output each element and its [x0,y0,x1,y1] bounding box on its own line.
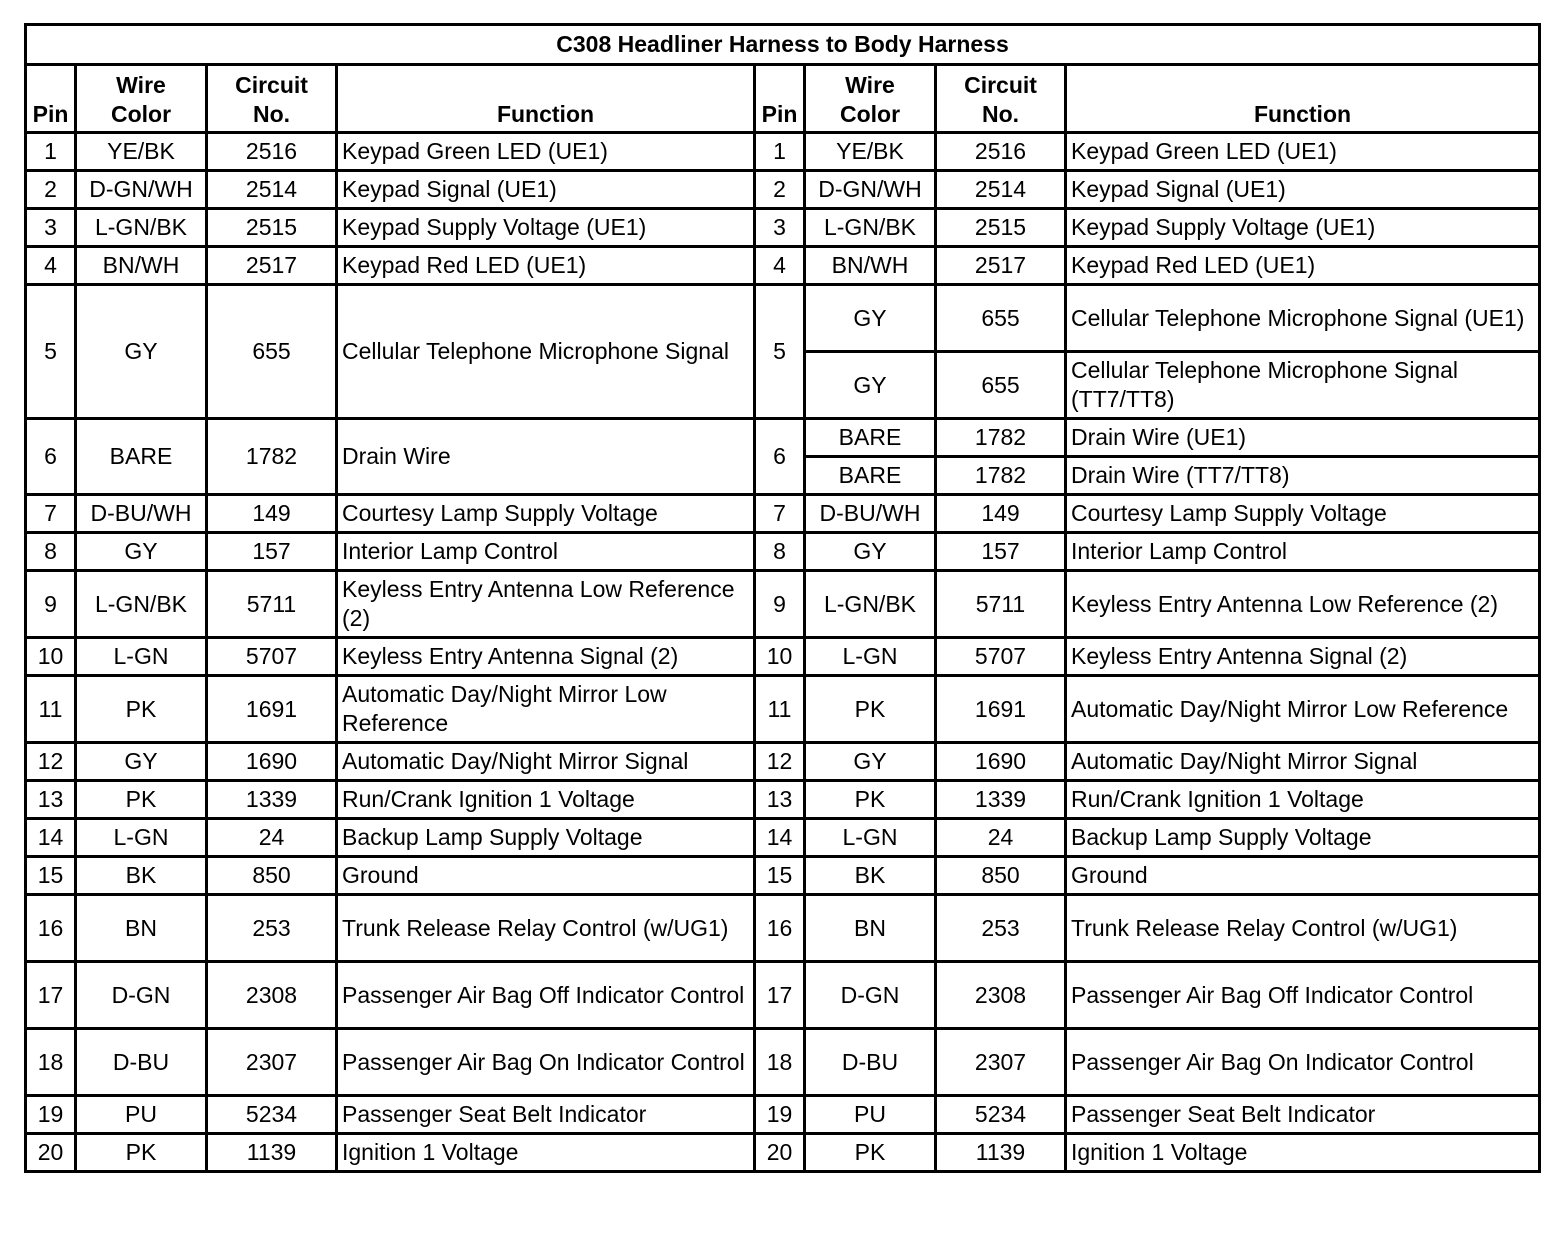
pin-cell: 20 [755,1134,805,1172]
wire-color-cell: YE/BK [76,133,207,171]
function-cell: Interior Lamp Control [337,533,755,571]
pin-cell: 19 [26,1096,76,1134]
circuit-cell: 2516 [936,133,1066,171]
function-cell: Ground [1066,857,1540,895]
circuit-cell: 1782 [936,457,1066,495]
function-cell: Run/Crank Ignition 1 Voltage [1066,781,1540,819]
wire-color-cell: L-GN [76,819,207,857]
pin-cell: 8 [26,533,76,571]
wire-color-cell: L-GN [805,638,936,676]
wire-color-cell: L-GN/BK [76,209,207,247]
function-cell: Cellular Telephone Microphone Signal [337,285,755,419]
pin-cell: 4 [755,247,805,285]
function-cell: Automatic Day/Night Mirror Low Reference [337,676,755,743]
function-cell: Cellular Telephone Microphone Signal (UE1) [1066,285,1540,352]
table-row [26,533,1540,571]
table-row [26,638,1540,676]
wire-color-cell: PK [805,676,936,743]
header-wire-color-right: Wire Color [805,65,936,133]
circuit-cell: 5711 [936,571,1066,638]
wire-color-cell: GY [805,743,936,781]
circuit-cell: 655 [207,285,337,419]
table-row [26,285,1540,352]
function-cell: Passenger Air Bag Off Indicator Control [1066,962,1540,1029]
circuit-cell: 1339 [936,781,1066,819]
wire-color-cell: BN [76,895,207,962]
circuit-cell: 2515 [207,209,337,247]
wire-color-cell: D-BU [805,1029,936,1096]
wire-color-cell: GY [76,743,207,781]
function-cell: Trunk Release Relay Control (w/UG1) [1066,895,1540,962]
circuit-cell: 655 [936,352,1066,419]
function-cell: Ignition 1 Voltage [337,1134,755,1172]
header-wire-color-left: Wire Color [76,65,207,133]
function-cell: Passenger Air Bag On Indicator Control [1066,1029,1540,1096]
pin-cell: 3 [26,209,76,247]
pin-cell: 9 [26,571,76,638]
pin-cell: 4 [26,247,76,285]
pin-cell: 14 [755,819,805,857]
pin-cell: 1 [755,133,805,171]
function-cell: Backup Lamp Supply Voltage [337,819,755,857]
circuit-cell: 157 [207,533,337,571]
table-row [26,419,1540,457]
wire-color-cell: BARE [805,457,936,495]
circuit-cell: 2308 [936,962,1066,1029]
table-row [26,247,1540,285]
wire-color-cell: L-GN/BK [805,571,936,638]
circuit-cell: 1782 [207,419,337,495]
function-cell: Keypad Signal (UE1) [337,171,755,209]
pin-cell: 3 [755,209,805,247]
function-cell: Cellular Telephone Microphone Signal (TT7/TT8) [1066,352,1540,419]
pin-cell: 15 [755,857,805,895]
pin-cell: 17 [755,962,805,1029]
circuit-cell: 2514 [936,171,1066,209]
pin-cell: 2 [26,171,76,209]
circuit-cell: 1690 [936,743,1066,781]
pin-cell: 15 [26,857,76,895]
table-row [26,895,1540,962]
wire-color-cell: GY [805,352,936,419]
circuit-cell: 1339 [207,781,337,819]
pin-cell: 17 [26,962,76,1029]
wire-color-cell: BARE [76,419,207,495]
circuit-cell: 1690 [207,743,337,781]
table-row [26,133,1540,171]
circuit-cell: 5711 [207,571,337,638]
table-row [26,1029,1540,1096]
header-function-right: Function [1066,65,1540,133]
table-row [26,571,1540,638]
pin-cell: 1 [26,133,76,171]
circuit-cell: 1139 [207,1134,337,1172]
table-row [26,743,1540,781]
pin-cell: 6 [755,419,805,495]
pin-cell: 13 [26,781,76,819]
wire-color-cell: GY [805,285,936,352]
function-cell: Keypad Signal (UE1) [1066,171,1540,209]
wire-color-cell: BN [805,895,936,962]
circuit-cell: 850 [207,857,337,895]
circuit-cell: 2517 [207,247,337,285]
function-cell: Ignition 1 Voltage [1066,1134,1540,1172]
function-cell: Passenger Air Bag On Indicator Control [337,1029,755,1096]
wire-color-cell: D-BU [76,1029,207,1096]
pin-cell: 7 [26,495,76,533]
function-cell: Interior Lamp Control [1066,533,1540,571]
wire-color-cell: PK [805,1134,936,1172]
circuit-cell: 149 [207,495,337,533]
header-pin-right: Pin [755,65,805,133]
circuit-cell: 24 [936,819,1066,857]
pin-cell: 16 [26,895,76,962]
function-cell: Trunk Release Relay Control (w/UG1) [337,895,755,962]
pin-cell: 19 [755,1096,805,1134]
wire-color-cell: BARE [805,419,936,457]
wire-color-cell: BN/WH [805,247,936,285]
wire-color-cell: BN/WH [76,247,207,285]
function-cell: Passenger Seat Belt Indicator [337,1096,755,1134]
wire-color-cell: GY [76,533,207,571]
function-cell: Keyless Entry Antenna Low Reference (2) [1066,571,1540,638]
circuit-cell: 253 [936,895,1066,962]
wire-color-cell: D-GN [76,962,207,1029]
header-circuit-no-right: Circuit No. [936,65,1066,133]
wire-color-cell: PU [76,1096,207,1134]
wire-color-cell: D-GN [805,962,936,1029]
table-row [26,495,1540,533]
table-row [26,857,1540,895]
function-cell: Courtesy Lamp Supply Voltage [1066,495,1540,533]
pin-cell: 13 [755,781,805,819]
wire-color-cell: YE/BK [805,133,936,171]
function-cell: Courtesy Lamp Supply Voltage [337,495,755,533]
circuit-cell: 24 [207,819,337,857]
function-cell: Keypad Red LED (UE1) [337,247,755,285]
function-cell: Keyless Entry Antenna Low Reference (2) [337,571,755,638]
function-cell: Keypad Red LED (UE1) [1066,247,1540,285]
function-cell: Automatic Day/Night Mirror Low Reference [1066,676,1540,743]
wire-color-cell: PK [76,781,207,819]
wire-color-cell: L-GN/BK [76,571,207,638]
pin-cell: 18 [26,1029,76,1096]
circuit-cell: 5707 [936,638,1066,676]
table-row [26,781,1540,819]
function-cell: Keyless Entry Antenna Signal (2) [337,638,755,676]
table-row [26,676,1540,743]
function-cell: Ground [337,857,755,895]
circuit-cell: 1691 [936,676,1066,743]
wire-color-cell: D-GN/WH [76,171,207,209]
table-row [26,171,1540,209]
wire-color-cell: L-GN [76,638,207,676]
function-cell: Run/Crank Ignition 1 Voltage [337,781,755,819]
table-row [26,1096,1540,1134]
circuit-cell: 2514 [207,171,337,209]
table-row [26,1134,1540,1172]
circuit-cell: 2515 [936,209,1066,247]
circuit-cell: 850 [936,857,1066,895]
wire-color-cell: D-BU/WH [76,495,207,533]
function-cell: Passenger Seat Belt Indicator [1066,1096,1540,1134]
function-cell: Automatic Day/Night Mirror Signal [337,743,755,781]
pin-cell: 20 [26,1134,76,1172]
pin-cell: 10 [26,638,76,676]
function-cell: Keypad Green LED (UE1) [1066,133,1540,171]
table-title: C308 Headliner Harness to Body Harness [26,25,1540,65]
circuit-cell: 1691 [207,676,337,743]
circuit-cell: 149 [936,495,1066,533]
pin-cell: 7 [755,495,805,533]
pin-cell: 2 [755,171,805,209]
wire-color-cell: BK [76,857,207,895]
function-cell: Backup Lamp Supply Voltage [1066,819,1540,857]
pin-cell: 6 [26,419,76,495]
function-cell: Drain Wire (UE1) [1066,419,1540,457]
pin-cell: 12 [755,743,805,781]
wire-color-cell: GY [76,285,207,419]
pin-cell: 16 [755,895,805,962]
circuit-cell: 5234 [207,1096,337,1134]
function-cell: Keypad Supply Voltage (UE1) [1066,209,1540,247]
function-cell: Automatic Day/Night Mirror Signal [1066,743,1540,781]
circuit-cell: 655 [936,285,1066,352]
pin-cell: 18 [755,1029,805,1096]
circuit-cell: 2307 [936,1029,1066,1096]
circuit-cell: 5234 [936,1096,1066,1134]
wire-color-cell: PK [76,676,207,743]
circuit-cell: 1139 [936,1134,1066,1172]
wire-color-cell: GY [805,533,936,571]
pin-cell: 5 [26,285,76,419]
header-circuit-no-left: Circuit No. [207,65,337,133]
wire-color-cell: PK [805,781,936,819]
pin-cell: 8 [755,533,805,571]
table-row [26,209,1540,247]
wire-color-cell: D-BU/WH [805,495,936,533]
pin-cell: 11 [26,676,76,743]
table-row [26,962,1540,1029]
pin-cell: 10 [755,638,805,676]
header-function-left: Function [337,65,755,133]
header-row [26,65,1540,133]
pin-cell: 12 [26,743,76,781]
pin-cell: 9 [755,571,805,638]
connector-pinout-table [24,23,1541,1173]
wire-color-cell: PU [805,1096,936,1134]
function-cell: Drain Wire (TT7/TT8) [1066,457,1540,495]
wire-color-cell: L-GN [805,819,936,857]
wire-color-cell: PK [76,1134,207,1172]
table-row [26,819,1540,857]
circuit-cell: 2308 [207,962,337,1029]
function-cell: Drain Wire [337,419,755,495]
circuit-cell: 5707 [207,638,337,676]
header-pin-left: Pin [26,65,76,133]
pin-cell: 11 [755,676,805,743]
function-cell: Keypad Supply Voltage (UE1) [337,209,755,247]
function-cell: Passenger Air Bag Off Indicator Control [337,962,755,1029]
circuit-cell: 253 [207,895,337,962]
function-cell: Keypad Green LED (UE1) [337,133,755,171]
circuit-cell: 1782 [936,419,1066,457]
circuit-cell: 2516 [207,133,337,171]
circuit-cell: 2517 [936,247,1066,285]
pin-cell: 14 [26,819,76,857]
pin-cell: 5 [755,285,805,419]
function-cell: Keyless Entry Antenna Signal (2) [1066,638,1540,676]
wire-color-cell: L-GN/BK [805,209,936,247]
circuit-cell: 157 [936,533,1066,571]
circuit-cell: 2307 [207,1029,337,1096]
wire-color-cell: BK [805,857,936,895]
wire-color-cell: D-GN/WH [805,171,936,209]
